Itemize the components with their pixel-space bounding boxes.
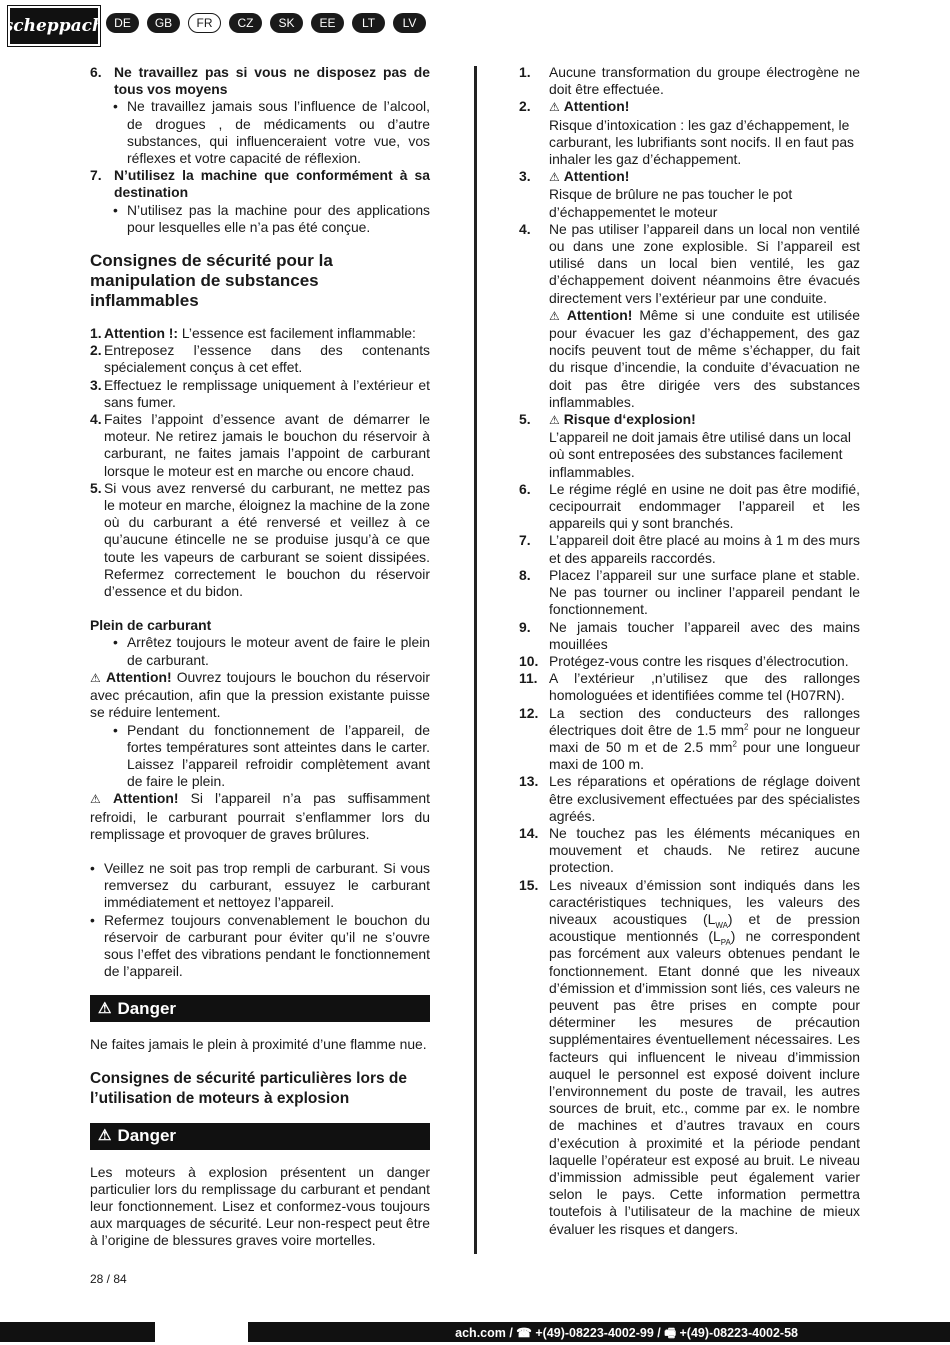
list-item: 7. N’utilisez la machine que conformément à sa destination — [90, 167, 430, 201]
language-selector — [106, 13, 426, 33]
list-item: • N’utilisez pas la machine pour des applications pour lesquelles elle n’a pas été conçue. — [113, 201, 430, 235]
warning-icon: ⚠ — [98, 1127, 112, 1145]
lang-cz[interactable]: CZ — [229, 13, 262, 33]
lang-fr[interactable]: FR — [188, 13, 221, 33]
danger-text: Les moteurs à explosion présentent un danger particulier lors du remplissage du carburant et pendant leur fonctionnement. Lisez et conformez-vous toujours aux marquages de sécurité. Leur non-respect peut être à l’origine de blessures graves voire mortelles. — [90, 1163, 430, 1249]
lang-lt[interactable]: LT — [352, 13, 385, 33]
warning-icon: ⚠ — [98, 1000, 112, 1018]
list-item: 5. ⚠ Risque d‘explosion! L’appareil ne doit jamais être utilisé dans un local où sont entreposées des substances facilement inflammables. — [519, 411, 851, 480]
list-item: 11. A l’extérieur ,n’utilisez que des rallonges homologuées et identifiées comme tel (H07RN). — [519, 670, 860, 704]
danger-text: Ne faites jamais le plein à proximité d’une flamme nue. — [90, 1036, 427, 1053]
lang-de[interactable]: DE — [106, 13, 139, 33]
footer-contact: ach.com / ☎ +(49)-08223-4002-99 / 🖷 +(49)-08223-4002-58 — [455, 1326, 798, 1340]
list-item: 1. Attention !: L’essence est facilement inflammable: — [90, 325, 416, 342]
list-item: • Refermez toujours convenablement le bouchon du réservoir de carburant pour éviter qu’il ne s’ouvre sous l’effet des vibrations pendant le fonctionnement de l’appareil. — [90, 911, 430, 980]
list-item: 6. Le régime réglé en usine ne doit pas être modifié, cecipourrait endommager l’appareil et les appareils qui y sont branchés. — [519, 480, 860, 532]
list-item: 1. Aucune transformation du groupe électrogène ne doit être effectuée. — [519, 64, 860, 98]
column-divider — [474, 66, 477, 1254]
list-item: 10. Protégez-vous contre les risques d’électrocution. — [519, 652, 849, 669]
warning-icon: ⚠ — [549, 170, 560, 185]
warning-icon: ⚠ — [549, 308, 563, 323]
brand-logo: scheppach — [8, 6, 100, 46]
footer-bar — [0, 1322, 950, 1342]
attention-paragraph: ⚠ Attention! Si l’appareil n’a pas suffisamment refroidi, le carburant pourrait s’enflammer lors du remplissage et provoquer de graves brûlures. — [90, 790, 430, 842]
list-item: 5. Si vous avez renversé du carburant, ne mettez pas le moteur en marche, éloignez la machine de la zone où du carburant a été renversé et veillez à ce qu’aucune étincelle ne se produise jusqu’à ce que toute les vapeurs de carburant se soient dissipées. Refermez correctement le bouchon du réservoir d’essence et du bidon. — [90, 479, 430, 600]
section-heading: Consignes de sécurité particulières lors de l’utilisation de moteurs à explosion — [90, 1069, 408, 1107]
list-item: 4. Ne pas utiliser l’appareil dans un local non ventilé ou dans une zone explosible. Si l’appareil est utilisé dans un local bien ventilé, les gaz d’échappement doivent néanmoins être évacués directement vers l’extérieur par une conduite. ⚠ Attention! Même si une conduite est utilisée pour évacuer les gaz d’échappement, des gaz nocifs peuvent tout de même s’échapper, du fait du risque d’incendie, la conduite d’évacuation ne doit pas être dirigée vers des substances inflammables. — [519, 220, 860, 410]
list-item: • Veillez ne soit pas trop rempli de carburant. Si vous remversez du carburant, essuyez le carburant immédiatement et nettoyez l’appareil. — [90, 859, 430, 911]
warning-icon: ⚠ — [90, 792, 109, 807]
list-item: 12. La section des conducteurs des rallonges électriques doit être de 1.5 $mm^2$ pour ne longueur maxi de 50 m et de 2.5 $mm^2$ pour une longueur maxi de 100 m. — [519, 704, 860, 773]
list-item: 13. Les réparations et opérations de réglage doivent être exclusivement effectuées par des spécialistes agréés. — [519, 773, 860, 824]
list-item: 6. Ne travaillez pas si vous ne disposez pas de tous vos moyens — [90, 64, 430, 98]
attention-paragraph: ⚠ Attention! Ouvrez toujours le bouchon du réservoir avec précaution, afin que la pression existante puisse se réduire lentement. — [90, 668, 431, 721]
list-item: • Arrêtez toujours le moteur avent de faire le plein de carburant. — [113, 634, 430, 668]
list-item: 3. ⚠ Attention! Risque de brûlure ne pas toucher le pot d’échappementet le moteur — [519, 168, 793, 220]
list-item: 9. Ne jamais toucher l’appareil avec des mains mouillées — [519, 618, 860, 652]
danger-banner: ⚠ Danger — [90, 1123, 430, 1150]
list-item: 8. Placez l’appareil sur une surface plane et stable. Ne pas tourner ou incliner l’appareil pendant le fonctionnement. — [519, 566, 860, 618]
list-item: • Pendant du fonctionnement de l’appareil, de fortes températures sont atteintes dans le carter. Laissez l’appareil refroidir complètement avant de faire le plein. — [113, 721, 430, 790]
lang-sk[interactable]: SK — [270, 13, 303, 33]
list-item: 7. L’appareil doit être placé au moins à 1 m des murs et des appareils raccordés. — [519, 532, 860, 566]
danger-banner: ⚠ Danger — [90, 995, 430, 1022]
list-item: 14. Ne touchez pas les éléments mécaniques en mouvement et chauds. Ne retirez aucune protection. — [519, 824, 860, 876]
list-item: 3. Effectuez le remplissage uniquement à l’extérieur et sans fumer. — [90, 376, 430, 410]
warning-icon: ⚠ — [549, 100, 560, 115]
page-number: 28 / 84 — [90, 1272, 127, 1286]
lang-gb[interactable]: GB — [147, 13, 180, 33]
lang-lv[interactable]: LV — [393, 13, 426, 33]
list-item: 4. Faites l’appoint d’essence avant de démarrer le moteur. Ne retirez jamais le bouchon du réservoir à carburant, ne faites jamais l’appoint de carburant lorsque le moteur est en marche ou encore chaud. — [90, 411, 430, 479]
list-item: 2. ⚠ Attention! Risque d’intoxication : les gaz d’échappement, le carburant, les lubrifiants sont nocifs. Il en faut pas inhaler les gaz d’échappement. — [519, 98, 854, 168]
lang-ee[interactable]: EE — [311, 13, 344, 33]
warning-icon: ⚠ — [549, 413, 560, 428]
warning-icon: ⚠ — [90, 670, 103, 685]
list-item: 2. Entreposez l’essence dans des contenants spécialement conçus à cet effet. — [90, 342, 430, 376]
section-heading: Consignes de sécurité pour la manipulation de substances inflammables — [90, 251, 333, 311]
subheading: Plein de carburant — [90, 617, 212, 634]
list-item: 15. Les niveaux d’émission sont indiqués dans les caractéristiques techniques, les valeurs des niveaux acoustiques $(L_{WA})$ et de pression acoustique mentionnés $(L_{PA})$ ne correspondent pas forcément aux valeurs obtenues pendant le fonctionnement. Etant donné que les niveaux d’émission et d’immission sont liés, ces valeurs ne peuvent pas être prises en compte pour déterminer les mesures de précaution supplémentaires éventuellement nécessaires. Les facteurs qui influencent le niveau d’immission auquel le personnel est exposé doivent inclure l’environnement du poste de travail, les autres sources de bruit, etc., comme par ex. le nombre de machines et d’autres travaux en cours d’exécution à proximité et la période pendant laquelle l’opérateur est exposé au bruit. Le niveau d’immission admissible peut également varier selon le pays. Cette information permettra toutefois à l’utilisateur de la machine de mieux évaluer les risques et dangers. — [519, 876, 860, 1237]
list-item: • Ne travaillez jamais sous l’influence de l’alcool, de drogues , de médicaments ou d’autre substances, qui influenceraient votre vue, vos réflexes et votre capacité de réflexion. — [113, 98, 430, 167]
right-column — [519, 64, 860, 1238]
left-column — [90, 64, 430, 1250]
